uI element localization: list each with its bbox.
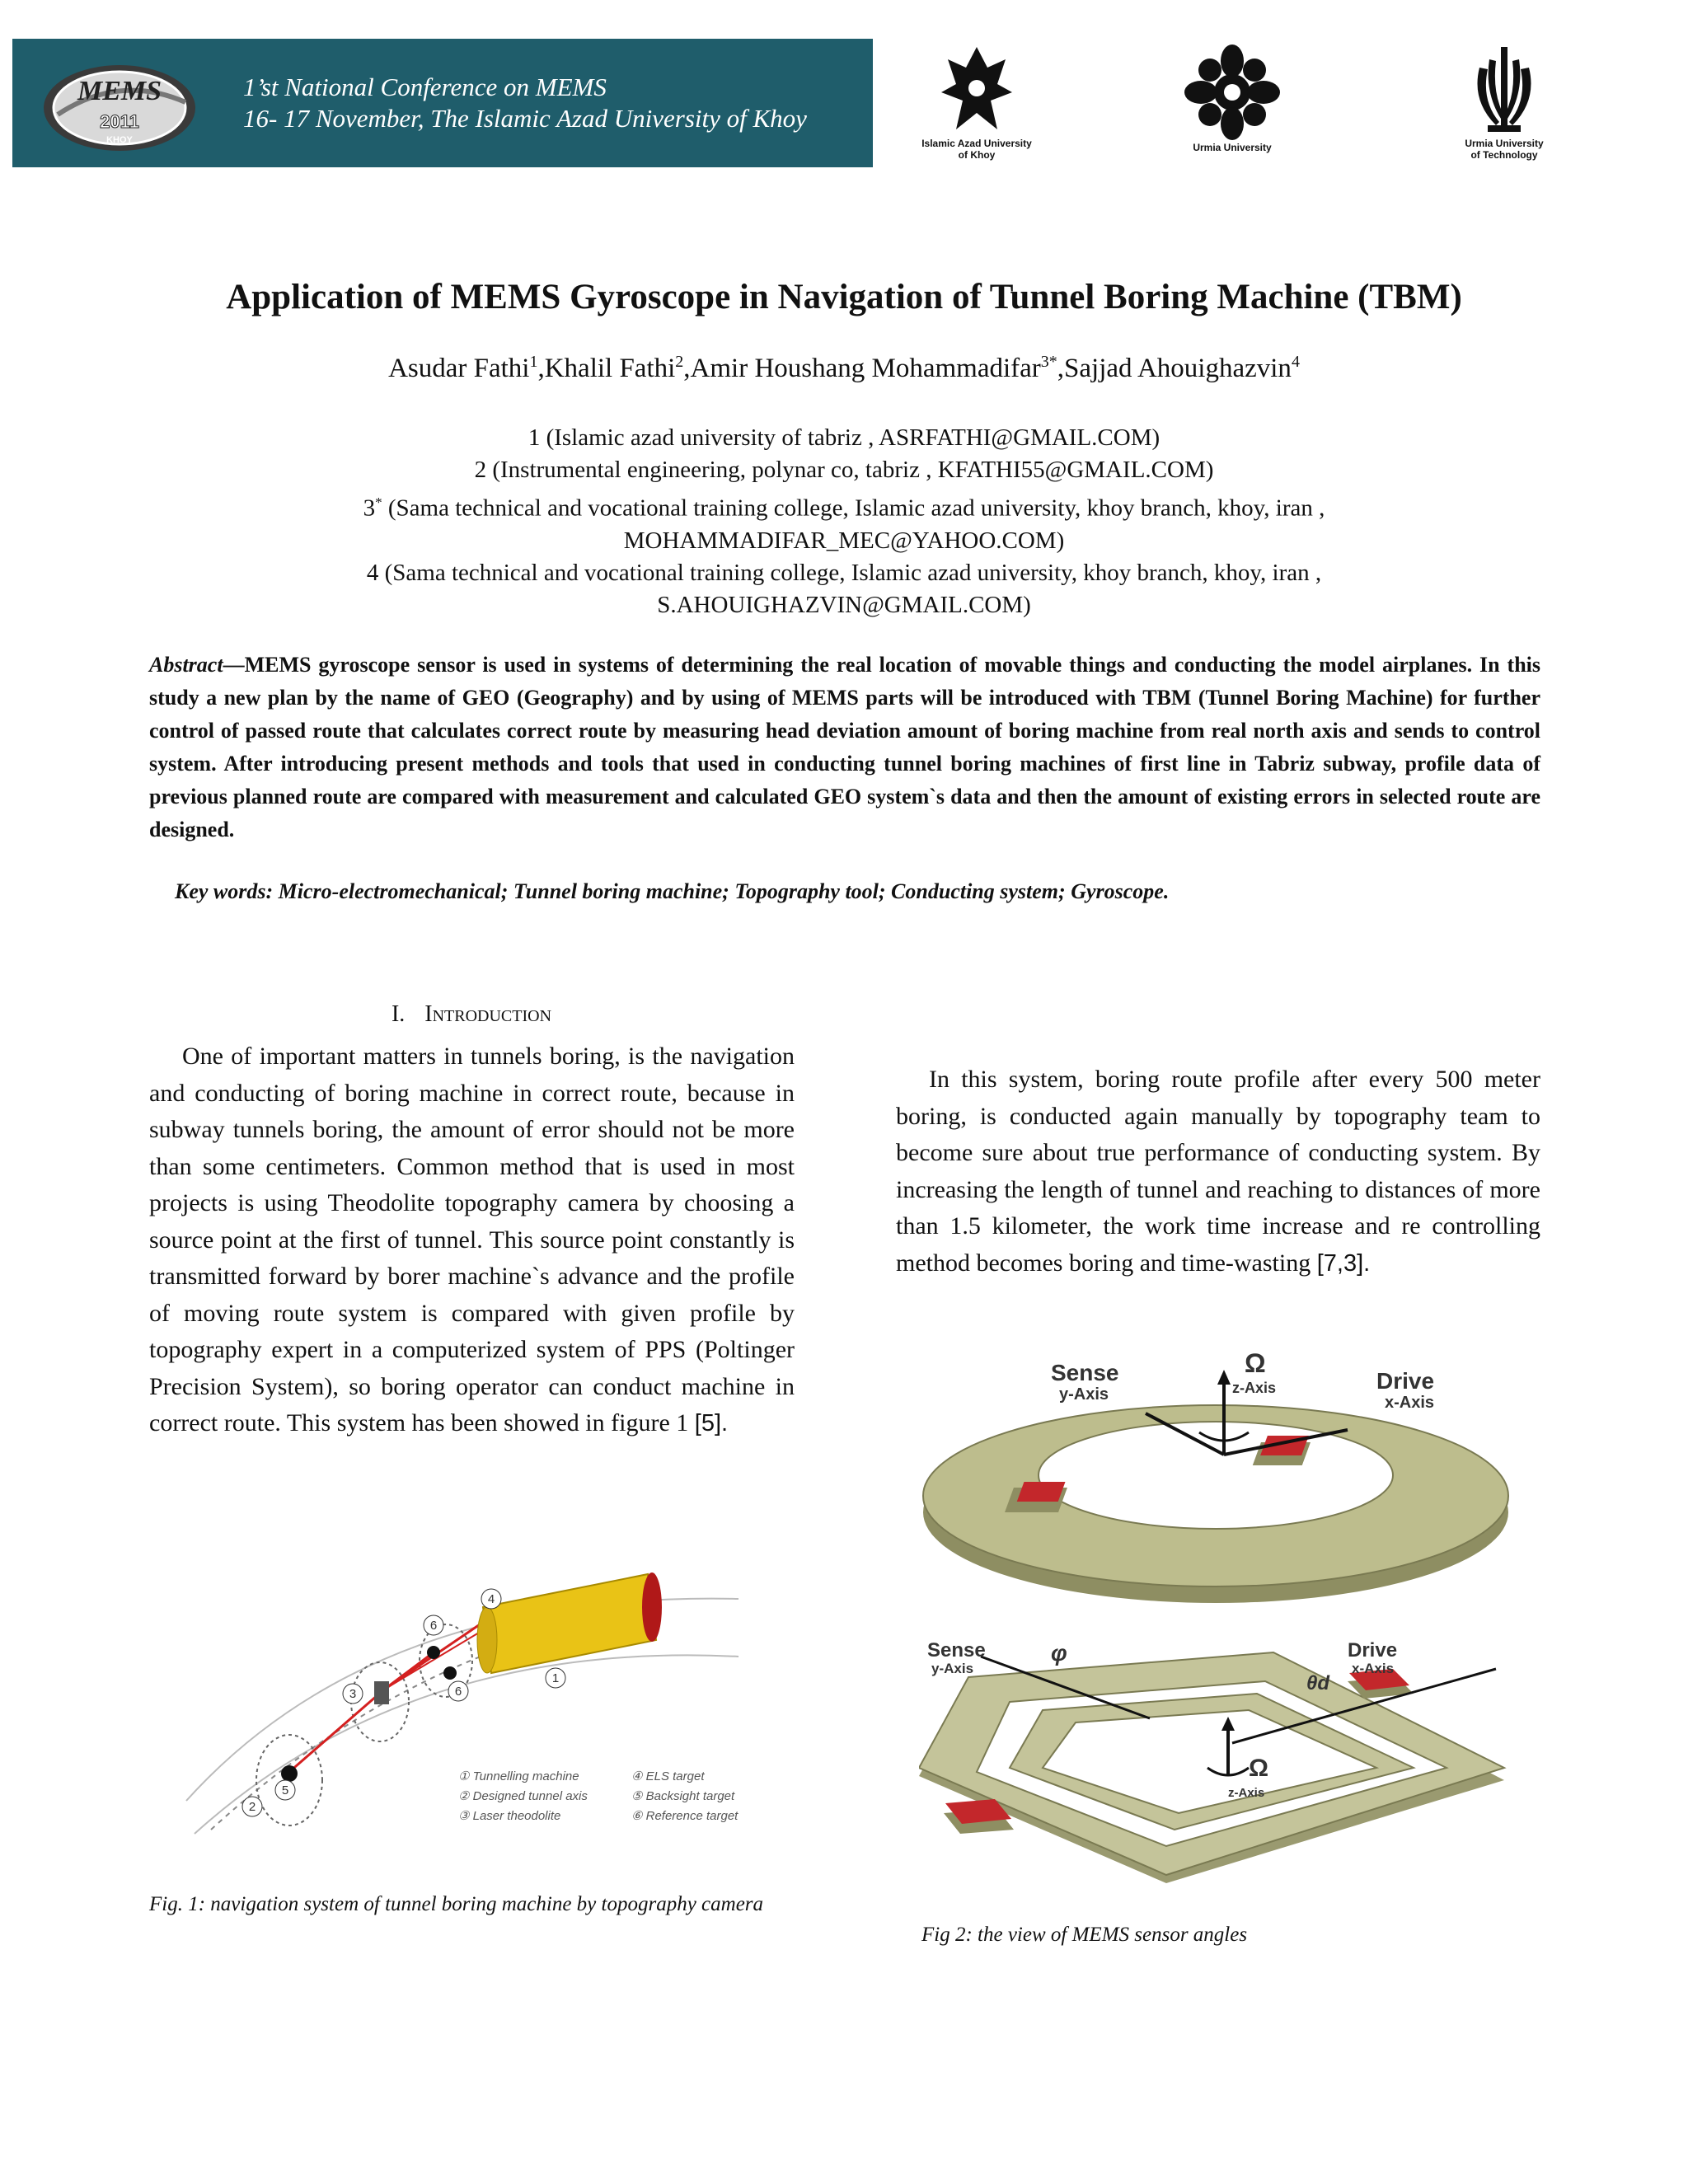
affiliation-3-email: MOHAMMADIFAR_MEC@YAHOO.COM)	[623, 527, 1065, 554]
affiliation-3	[247, 486, 1441, 525]
affiliation-3-text: (Sama technical and vocational training college, Islamic azad university, khoy branch, khoy, iran ,	[382, 494, 1325, 522]
banner-line-2: 16- 17 November, The Islamic Azad University of Khoy	[243, 104, 807, 133]
figure-2-ring-gyroscope	[919, 1352, 1512, 1607]
logo-year: 2011	[100, 111, 139, 132]
urmia-technology-logo	[1434, 43, 1574, 161]
abstract-label: Abstract	[149, 653, 223, 677]
mems-logo	[41, 57, 198, 156]
affiliation-list	[247, 422, 1441, 621]
banner-text	[243, 72, 807, 134]
author-sup: 3*	[1040, 353, 1057, 371]
marker-label: 5	[281, 1783, 289, 1797]
figure-1-tunnel-navigation	[162, 1549, 763, 1838]
section-title: Introduction	[424, 1001, 552, 1027]
affiliation-2: 2 (Instrumental engineering, polynar co, tabriz , KFATHI55@GMAIL.COM)	[474, 457, 1214, 483]
laser-theodolite-marker	[374, 1681, 389, 1704]
author-sup: 2	[675, 353, 684, 371]
khoy-university-logo	[907, 43, 1047, 161]
marker-label: 2	[248, 1800, 256, 1814]
paper-title: Application of MEMS Gyroscope in Navigation of Tunnel Boring Machine (TBM)	[226, 278, 1462, 316]
figure-2-frame-gyroscope	[919, 1636, 1514, 1891]
author-sup: 1	[529, 353, 538, 371]
abstract-dash: —	[223, 653, 245, 677]
author-sup: 4	[1291, 353, 1300, 371]
drive-label: Drive	[1376, 1368, 1435, 1394]
z-axis-label: z-Axis	[1232, 1380, 1277, 1396]
drive-label: Drive	[1348, 1639, 1398, 1661]
reference-target-marker	[443, 1666, 457, 1680]
marker-label: 6	[429, 1619, 438, 1633]
logo-text: MEMS	[77, 76, 162, 106]
section-number: I.	[391, 1001, 406, 1027]
omega-label: Ω	[1249, 1755, 1269, 1782]
phi-label: φ	[1051, 1640, 1067, 1666]
sense-axis-label: y-Axis	[1059, 1385, 1109, 1404]
khoy-emblem-icon	[940, 43, 1014, 138]
reference-target-marker	[427, 1646, 440, 1659]
author-name: Khalil Fathi	[544, 354, 676, 383]
intro-right-text: In this system, boring route profile after every 500 meter boring, is conducted again manually by topography team to become sure about true performance of conducting system. By increasing the length of tunnel and reaching to distances of more than 1.5 kilometer, the work time increase and re controlling method becomes boring and time-wasting	[896, 1066, 1540, 1277]
backsight-target-marker	[281, 1765, 298, 1782]
figure-2-caption: Fig 2: the view of MEMS sensor angles	[921, 1924, 1248, 1946]
urmia-technology-caption: Urmia University of Technology	[1465, 138, 1544, 161]
conference-banner	[12, 39, 873, 167]
section-heading	[149, 1001, 794, 1028]
urmia-university-caption: Urmia University	[1193, 142, 1272, 153]
drive-axis-label: x-Axis	[1352, 1661, 1395, 1676]
affiliation-4: 4 (Sama technical and vocational training college, Islamic azad university, khoy branch, khoy, iran ,	[366, 559, 1322, 586]
citation: [7,3].	[1316, 1249, 1371, 1277]
legend-item: ④ ELS target	[631, 1769, 705, 1783]
keywords: Key words: Micro-electromechanical; Tunnel boring machine; Topography tool; Conducting system; Gyroscope.	[175, 879, 1170, 903]
affiliation-3-sup: *	[375, 494, 382, 510]
banner-line-1: 1’st National Conference on MEMS	[243, 73, 607, 101]
marker-label: 6	[454, 1685, 462, 1699]
legend-item: ② Designed tunnel axis	[458, 1789, 588, 1803]
affiliation-3-num: 3	[363, 494, 376, 522]
marker-label: 1	[551, 1671, 560, 1685]
marker-label: 4	[487, 1592, 495, 1606]
marker-label: 3	[349, 1687, 357, 1701]
z-axis-label: z-Axis	[1228, 1786, 1265, 1800]
affiliation-4-email: S.AHOUIGHAZVIN@GMAIL.COM)	[657, 591, 1031, 618]
intro-paragraph-left	[149, 1038, 795, 1442]
tunnelling-machine	[477, 1572, 662, 1673]
figure-1-caption: Fig. 1: navigation system of tunnel boring machine by topography camera	[149, 1893, 764, 1915]
legend-item: ③ Laser theodolite	[458, 1809, 561, 1823]
drive-axis-label: x-Axis	[1385, 1394, 1435, 1412]
affiliation-1: 1 (Islamic azad university of tabriz , ASRFATHI@GMAIL.COM)	[528, 424, 1160, 451]
author-name: Sajjad Ahouighazvin	[1064, 354, 1292, 383]
legend-item: ① Tunnelling machine	[458, 1769, 579, 1783]
urmia-emblem-icon	[1183, 43, 1282, 142]
khoy-university-caption: Islamic Azad University of Khoy	[921, 138, 1032, 161]
legend-item: ⑥ Reference target	[631, 1809, 738, 1823]
theta-label: θd	[1306, 1672, 1330, 1694]
abstract-text: MEMS gyroscope sensor is used in systems of determining the real location of movable things and conducting the model airplanes. In this study a new plan by the name of GEO (Geography) and by using of MEMS parts will be introduced with TBM (Tunnel Boring Machine) for further control of passed route that calculates correct route by measuring head deviation amount of boring machine from real north axis and sends to control system. After introducing present methods and tools that used in conducting tunnel boring machines of first line in Tabriz subway, profile data of previous planned route are compared with measurement and calculated GEO system`s data and then the amount of existing errors in selected route are designed.	[149, 653, 1540, 841]
omega-label: Ω	[1245, 1352, 1266, 1378]
abstract	[149, 649, 1540, 846]
logo-place: KHOY	[106, 135, 133, 145]
intro-paragraph-right	[896, 1062, 1540, 1282]
urmia-university-logo	[1158, 43, 1306, 153]
intro-left-text: One of important matters in tunnels boring, is the navigation and conducting of boring machine in correct route, because in subway tunnels boring, the amount of error should not be more than some centimeters. Common method that is used in most projects is using Theodolite topography camera by choosing a source point at the first of tunnel. This source point constantly is transmitted forward by borer machine`s advance and the profile of moving route system is compared with given profile by topography expert in a computerized system of PPS (Poltinger Precision System), so boring operator can conduct machine in correct route. This system has been showed in figure 1	[149, 1043, 795, 1436]
author-list: Asudar Fathi$^1$,Khalil Fathi$^2$,Amir Houshang Mohammadifar$^{3*}$,Sajjad Ahouighazvin$^4$	[388, 353, 1300, 383]
sense-label: Sense	[927, 1639, 986, 1661]
urmia-tech-emblem-icon	[1463, 43, 1545, 138]
sense-axis-label: y-Axis	[931, 1661, 974, 1676]
author-name: Amir Houshang Mohammadifar	[690, 354, 1041, 383]
citation: [5].	[694, 1410, 729, 1436]
sense-label: Sense	[1051, 1360, 1119, 1385]
legend-item: ⑤ Backsight target	[631, 1789, 735, 1803]
author-name: Asudar Fathi	[388, 354, 530, 383]
